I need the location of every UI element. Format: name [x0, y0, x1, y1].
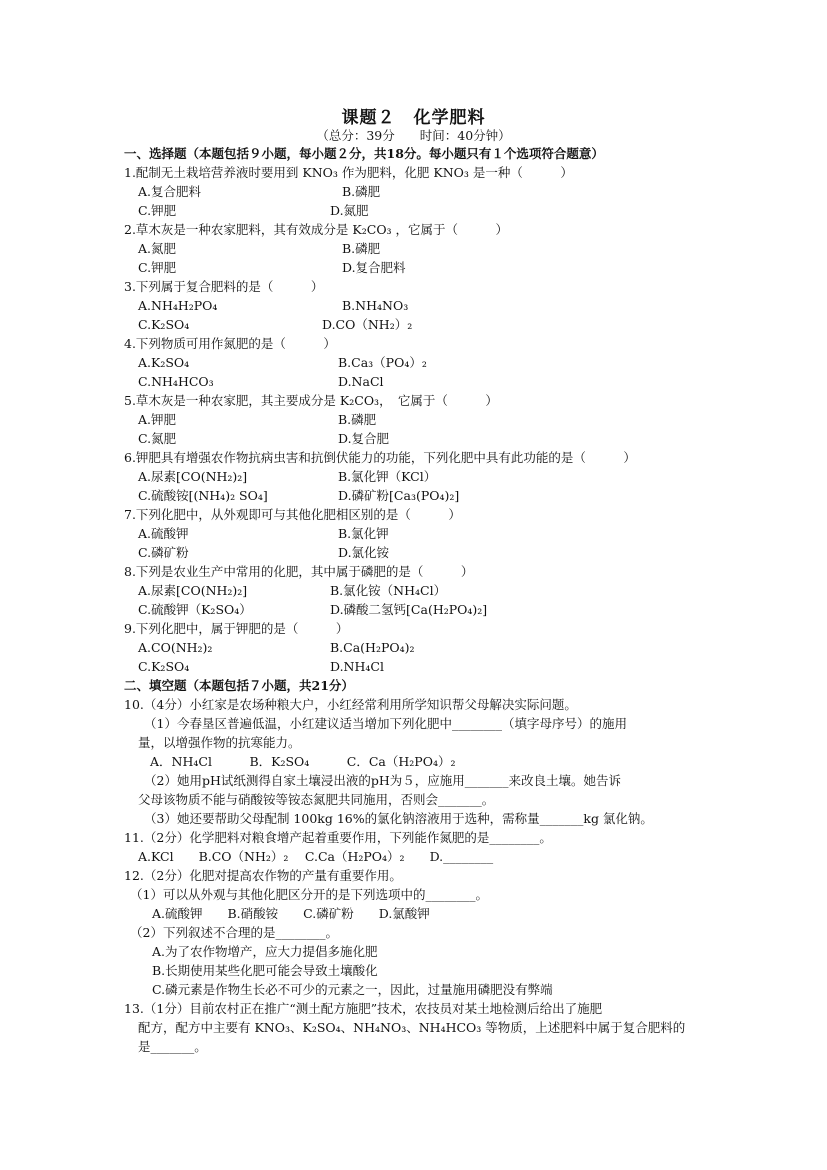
text-line: A.硫酸钾 B.硝酸铵 C.磷矿粉 D.氯酸钾 — [152, 906, 430, 921]
text-line: 12.（2分）化肥对提高农作物的产量有重要作用。 — [124, 868, 402, 883]
text-line: 10.（4分）小红家是农场种粮大户，小红经常利用所学知识帮父母解决实际问题。 — [124, 697, 577, 712]
page-title: 课题２ 化学肥料 — [341, 108, 486, 128]
text-line: 量，以增强作物的抗寒能力。 — [138, 735, 301, 750]
text-line: B.Ca(H₂PO₄)₂ — [330, 640, 415, 655]
text-line: D.磷酸二氢钙[Ca(H₂PO₄)₂] — [330, 602, 488, 617]
text-line: 4.下列物质可用作氮肥的是（ ） — [124, 336, 336, 351]
text-line: A.钾肥 — [138, 412, 177, 427]
text-line: D.CO（NH₂）₂ — [322, 317, 413, 332]
text-line: D.NH₄Cl — [330, 659, 384, 674]
text-line: D.磷矿粉[Ca₃(PO₄)₂] — [338, 488, 460, 503]
text-line: 1.配制无土栽培营养液时要用到 KNO₃ 作为肥料，化肥 KNO₃ 是一种（ ） — [124, 165, 573, 180]
text-line: 6.钾肥具有增强农作物抗病虫害和抗倒伏能力的功能，下列化肥中具有此功能的是（ ） — [124, 450, 636, 465]
text-line: B.Ca₃（PO₄）₂ — [338, 355, 427, 370]
text-line: B.长期使用某些化肥可能会导致土壤酸化 — [152, 963, 378, 978]
text-line: D.NaCl — [338, 374, 384, 389]
text-line: C.磷矿粉 — [138, 545, 189, 560]
text-line: 5.草木灰是一种农家肥，其主要成分是 K₂CO₃， 它属于（ ） — [124, 393, 498, 408]
text-line: A.CO(NH₂)₂ — [138, 640, 213, 655]
text-line: 8.下列是农业生产中常用的化肥，其中属于磷肥的是（ ） — [124, 564, 474, 579]
text-line: D.氯化铵 — [338, 545, 390, 560]
text-line: A.为了农作物增产，应大力提倡多施化肥 — [152, 944, 378, 959]
text-line: B.氯化钾 — [338, 526, 389, 541]
text-line: A.NH₄H₂PO₄ — [138, 298, 218, 313]
text-line: B.氯化钾（KCl） — [338, 469, 437, 484]
text-line: B.磷肥 — [342, 184, 381, 199]
text-line: B.NH₄NO₃ — [342, 298, 409, 313]
text-line: 9.下列化肥中，属于钾肥的是（ ） — [124, 621, 349, 636]
text-line: C.硫酸钾（K₂SO₄） — [138, 602, 252, 617]
text-line: A.氮肥 — [138, 241, 177, 256]
text-line: 3.下列属于复合肥料的是（ ） — [124, 279, 324, 294]
text-line: B.氯化铵（NH₄Cl） — [330, 583, 447, 598]
text-line: C.氮肥 — [138, 431, 177, 446]
text-line: C.磷元素是作物生长必不可少的元素之一，因此，过量施用磷肥没有弊端 — [152, 982, 553, 997]
text-line: C.NH₄HCO₃ — [138, 374, 214, 389]
text-line: B.磷肥 — [342, 241, 381, 256]
text-line: C.K₂SO₄ — [138, 659, 190, 674]
text-line: 11.（2分）化学肥料对粮食增产起着重要作用，下列能作氮肥的是________。 — [124, 830, 552, 845]
text-line: B.磷肥 — [338, 412, 377, 427]
text-line: D.复合肥 — [338, 431, 390, 446]
text-line: A.尿素[CO(NH₂)₂] — [138, 583, 248, 598]
text-line: 父母该物质不能与硝酸铵等铵态氮肥共同施用，否则会_______。 — [138, 792, 495, 807]
text-line: D.复合肥料 — [342, 260, 406, 275]
text-line: 13.（1分）目前农村正在推广“测土配方施肥”技术，农技员对某土地检测后给出了施肥 — [124, 1001, 603, 1016]
text-line: C.K₂SO₄ — [138, 317, 190, 332]
text-line: C.钾肥 — [138, 203, 177, 218]
text-line: 配方，配方中主要有 KNO₃、K₂SO₄、NH₄NO₃、NH₄HCO₃ 等物质，上述肥料中属于复合肥料的 — [138, 1020, 686, 1035]
exam-meta: （总分：39分 时间：40分钟） — [316, 128, 511, 143]
text-line: A.K₂SO₄ — [138, 355, 190, 370]
text-line: 7.下列化肥中，从外观即可与其他化肥相区别的是（ ） — [124, 507, 461, 522]
section-heading: 一、选择题（本题包括９小题，每小题２分，共18分。每小题只有１个选项符合题意） — [124, 146, 604, 161]
text-line: A．NH₄Cl B．K₂SO₄ C．Ca（H₂PO₄）₂ — [150, 754, 456, 769]
text-line: A.KCl B.CO（NH₂）₂ C.Ca（H₂PO₄）₂ D.________ — [138, 849, 494, 864]
text-line: A.尿素[CO(NH₂)₂] — [138, 469, 248, 484]
text-line: C.钾肥 — [138, 260, 177, 275]
text-line: （2）下列叙述不合理的是________。 — [130, 925, 338, 940]
text-line: A.复合肥料 — [138, 184, 202, 199]
text-line: D.氮肥 — [330, 203, 369, 218]
text-line: （3）她还要帮助父母配制 100kg 16%的氯化钠溶液用于选种，需称量_______kg 氯化钠。 — [144, 811, 653, 826]
section-heading: 二、填空题（本题包括７小题，共21分） — [124, 678, 354, 693]
text-line: （1）可以从外观与其他化肥区分开的是下列选项中的________。 — [130, 887, 488, 902]
text-line: A.硫酸钾 — [138, 526, 189, 541]
text-line: 是_______。 — [138, 1039, 207, 1054]
text-line: 2.草木灰是一种农家肥料，其有效成分是 K₂CO₃ ，它属于（ ） — [124, 222, 509, 237]
text-line: （1）今春垦区普遍低温，小红建议适当增加下列化肥中________（填字母序号）的施用 — [144, 716, 627, 731]
text-line: （2）她用pH试纸测得自家土壤浸出液的pH为５，应施用_______来改良土壤。她告诉 — [144, 773, 622, 788]
text-line: C.硫酸铵[(NH₄)₂ SO₄] — [138, 488, 268, 503]
